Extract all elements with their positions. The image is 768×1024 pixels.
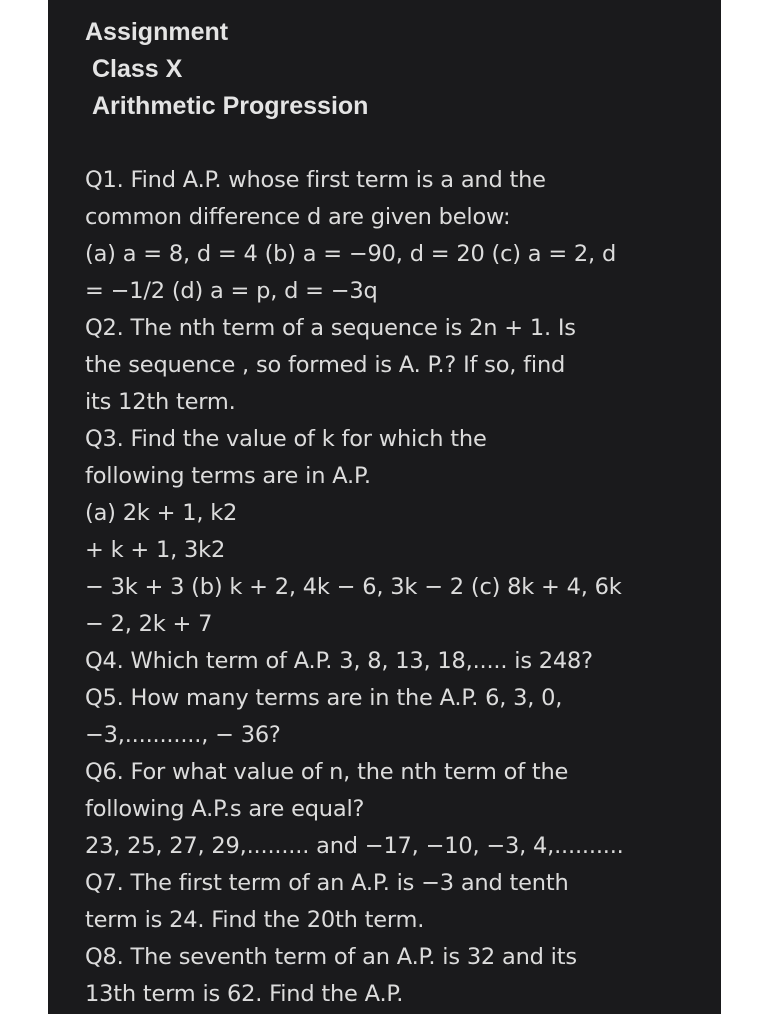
text-line: −3,..........., − 36? (85, 722, 281, 748)
document-header (85, 14, 368, 125)
text-line: its 12th term. (85, 389, 236, 415)
text-line: + k + 1, 3k2 (85, 537, 226, 563)
text-line: following terms are in A.P. (85, 463, 371, 489)
text-line: Q6. For what value of n, the nth term of the (85, 759, 569, 785)
text-line: Q8. The seventh term of an A.P. is 32 and its (85, 944, 577, 970)
text-line: Q4. Which term of A.P. 3, 8, 13, 18,..... is 248? (85, 648, 593, 674)
text-line: term is 24. Find the 20th term. (85, 907, 425, 933)
text-line: 23, 25, 27, 29,......... and −17, −10, −3, 4,.......... (85, 833, 624, 859)
text-line: Q2. The nth term of a sequence is 2n + 1. Is (85, 315, 576, 341)
questions-body (85, 162, 715, 1013)
text-line: (a) a = 8, d = 4 (b) a = −90, d = 20 (c) a = 2, d (85, 241, 617, 267)
text-line: 13th term is 62. Find the A.P. (85, 981, 404, 1007)
text-line: Q3. Find the value of k for which the (85, 426, 487, 452)
text-line: Q1. Find A.P. whose first term is a and the (85, 167, 546, 193)
text-line: common difference d are given below: (85, 204, 511, 230)
text-line: = −1/2 (d) a = p, d = −3q (85, 278, 378, 304)
text-line: the sequence , so formed is A. P.? If so, find (85, 352, 566, 378)
class-label: Class X (92, 55, 183, 83)
text-line: − 3k + 3 (b) k + 2, 4k − 6, 3k − 2 (c) 8k + 4, 6k (85, 574, 622, 600)
assignment-title: Assignment (85, 18, 229, 46)
text-line: (a) 2k + 1, k2 (85, 500, 238, 526)
text-line: Q5. How many terms are in the A.P. 6, 3, 0, (85, 685, 563, 711)
document-page (48, 0, 721, 1014)
text-line: − 2, 2k + 7 (85, 611, 213, 637)
text-line: Q7. The first term of an A.P. is −3 and tenth (85, 870, 569, 896)
subject-title: Arithmetic Progression (92, 92, 369, 120)
text-line: following A.P.s are equal? (85, 796, 365, 822)
